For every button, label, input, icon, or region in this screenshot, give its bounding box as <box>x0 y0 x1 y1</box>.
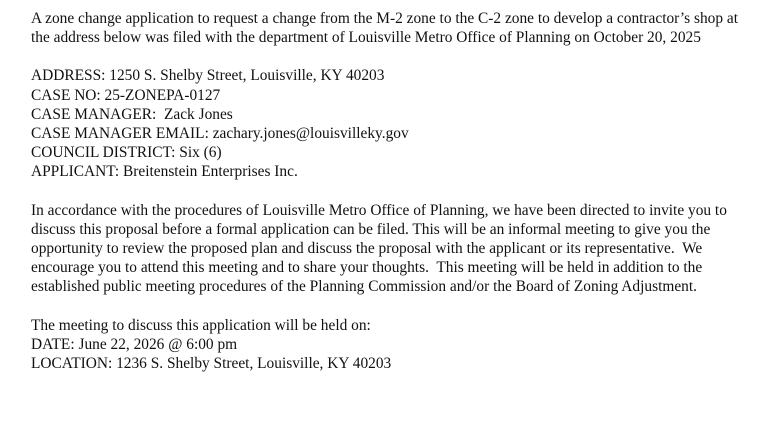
case-manager-email-line: CASE MANAGER EMAIL: zachary.jones@louisvilleky.gov <box>31 125 409 143</box>
invitation-paragraph: In accordance with the procedures of Louisville Metro Office of Planning, we have been directed to invite you to discuss this proposal before a formal application can be filed. This will be an informal meeting to give you the opportunity to review the proposed plan and discuss the proposal with the applicant or its representative. We encourage you to attend this meeting and to share your thoughts. This meeting will be held in addition to the established public meeting procedures of the Planning Commission and/or the Board of Zoning Adjustment. <box>31 201 731 296</box>
meeting-details <box>31 316 748 374</box>
meeting-date-line: DATE: June 22, 2026 @ 6:00 pm <box>31 335 238 353</box>
meeting-location-line: LOCATION: 1236 S. Shelby Street, Louisville, KY 40203 <box>31 355 392 373</box>
case-details <box>31 66 748 181</box>
case-manager-name: Zack Jones <box>163 105 233 123</box>
case-manager-line <box>31 105 748 124</box>
case-number-line: CASE NO: 25-ZONEPA-0127 <box>31 86 221 104</box>
meeting-intro-line: The meeting to discuss this application will be held on: <box>31 316 371 334</box>
council-district-line: COUNCIL DISTRICT: Six (6) <box>31 144 222 162</box>
case-manager-label: CASE MANAGER: <box>31 105 157 123</box>
intro-paragraph: A zone change application to request a change from the M-2 zone to the C-2 zone to develop a contractor’s shop at the address below was filed with the department of Louisville Metro Office of Planning on October 20, 2025 <box>31 10 739 47</box>
applicant-line: APPLICANT: Breitenstein Enterprises Inc. <box>31 163 298 181</box>
address-line: ADDRESS: 1250 S. Shelby Street, Louisville, KY 40203 <box>31 67 385 85</box>
